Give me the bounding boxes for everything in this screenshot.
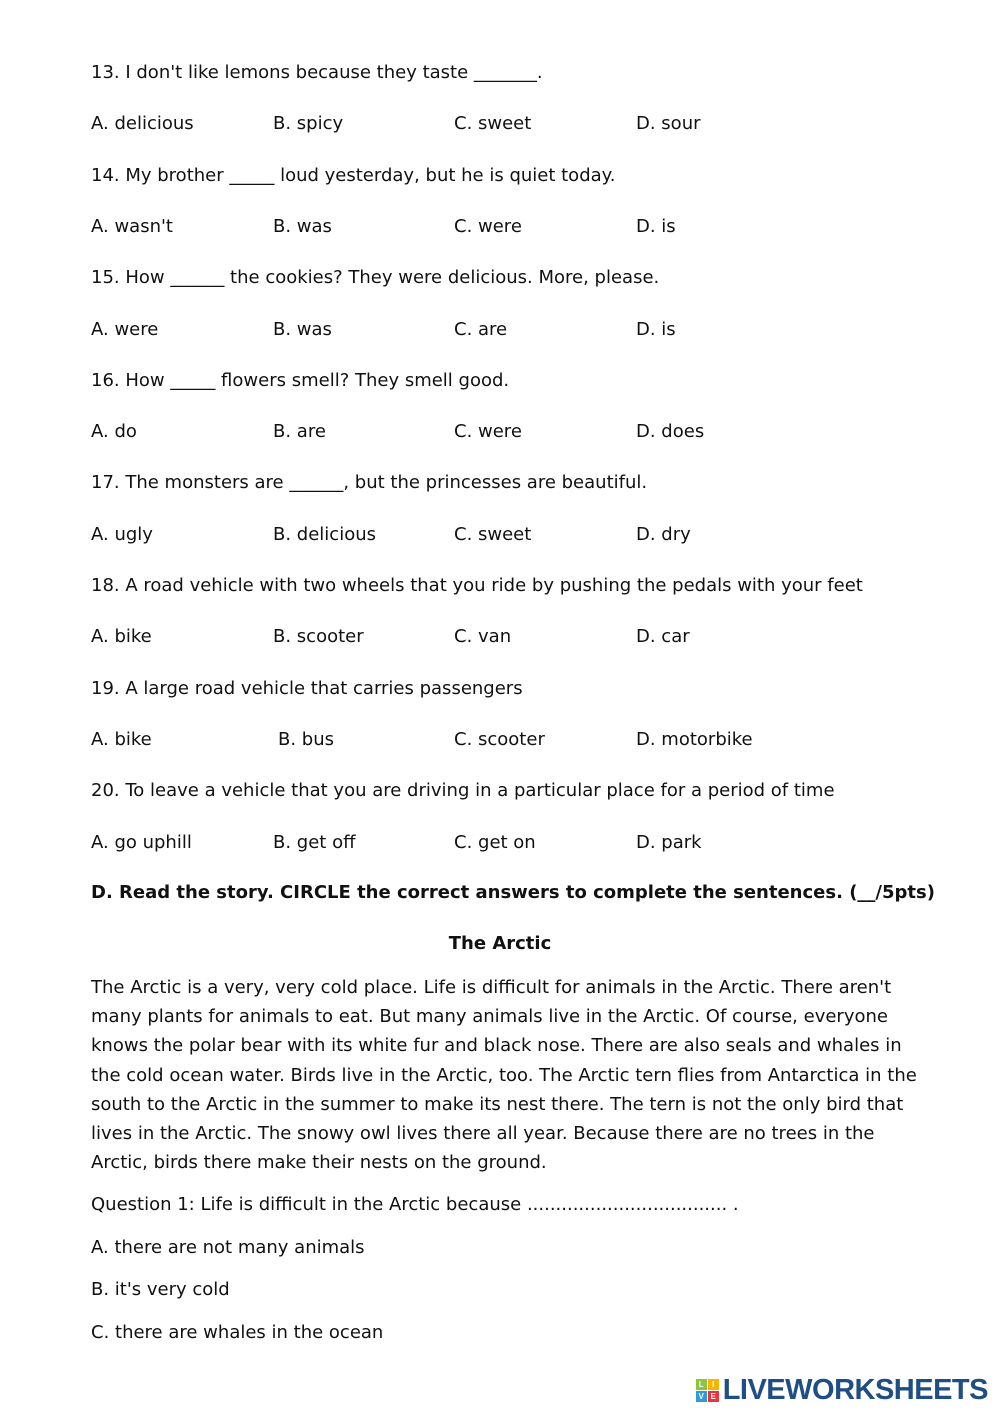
question-text: 19. A large road vehicle that carries passengers [91, 677, 523, 699]
answer-option[interactable]: D. park [636, 831, 702, 853]
answer-option[interactable]: C. there are whales in the ocean [91, 1322, 384, 1343]
answer-option[interactable]: C. get on [454, 831, 536, 853]
answer-option[interactable]: B. scooter [273, 626, 364, 648]
logo-blocks-icon: L I V E [696, 1379, 719, 1402]
question-text: 14. My brother _____ loud yesterday, but he is quiet today. [91, 164, 616, 186]
answer-option[interactable]: D. does [636, 421, 705, 443]
answer-option[interactable]: B. bus [278, 728, 335, 750]
answer-option[interactable]: B. it's very cold [91, 1279, 230, 1300]
answer-option[interactable]: A. go uphill [91, 831, 192, 853]
answer-option[interactable]: A. ugly [91, 523, 153, 545]
answer-option[interactable]: B. was [273, 318, 332, 340]
answer-option[interactable]: D. dry [636, 523, 691, 545]
liveworksheets-logo [696, 1374, 988, 1407]
answer-option[interactable]: C. are [454, 318, 508, 340]
answer-option[interactable]: A. bike [91, 626, 152, 648]
answer-option[interactable]: C. sweet [454, 523, 532, 545]
section-d-heading: D. Read the story. CIRCLE the correct answers to complete the sentences. (__/5pts) [91, 882, 935, 903]
answer-option[interactable]: C. van [454, 626, 512, 648]
question-text: 16. How _____ flowers smell? They smell good. [91, 369, 510, 391]
logo-text: LIVEWORKSHEETS [722, 1374, 988, 1406]
answer-option[interactable]: A. there are not many animals [91, 1237, 365, 1258]
answer-option[interactable]: C. scooter [454, 728, 545, 750]
answer-option[interactable]: B. was [273, 215, 332, 237]
answer-option[interactable]: D. is [636, 318, 676, 340]
question-1: Question 1: Life is difficult in the Arctic because ................................... . [91, 1194, 739, 1215]
answer-option[interactable]: B. get off [273, 831, 356, 853]
answer-option[interactable]: C. were [454, 421, 522, 443]
answer-option[interactable]: D. is [636, 215, 676, 237]
answer-option[interactable]: C. sweet [454, 113, 532, 135]
answer-option[interactable]: D. motorbike [636, 728, 753, 750]
answer-option[interactable]: D. car [636, 626, 690, 648]
answer-option[interactable]: A. delicious [91, 113, 194, 135]
answer-option[interactable]: A. wasn't [91, 215, 173, 237]
question-text: 13. I don't like lemons because they taste _______. [91, 62, 543, 83]
answer-option[interactable]: B. delicious [273, 523, 376, 545]
answer-option[interactable]: B. spicy [273, 113, 344, 135]
question-text: 17. The monsters are ______, but the princesses are beautiful. [91, 472, 648, 494]
question-text: 20. To leave a vehicle that you are driving in a particular place for a period of time [91, 780, 835, 802]
story-text: The Arctic is a very, very cold place. Life is difficult for animals in the Arctic. There aren't many plants for animals to eat. But many animals live in the Arctic. Of course, everyone knows the polar bear with its white fur and black nose. There are also seals and whales in the cold ocean water. Birds live in the Arctic, too. The Arctic tern flies from Antarctica in the south to the Arctic in the summer to make its nest there. The tern is not the only bird that lives in the Arctic. The snowy owl lives there all year. Because there are no trees in the Arctic, birds there make their nests on the ground. [91, 977, 917, 1174]
question-text: 18. A road vehicle with two wheels that you ride by pushing the pedals with your feet [91, 575, 863, 596]
story-title: The Arctic [448, 933, 552, 954]
answer-option[interactable]: C. were [454, 215, 522, 237]
answer-option[interactable]: B. are [273, 421, 326, 443]
answer-option[interactable]: A. were [91, 318, 159, 340]
answer-option[interactable]: D. sour [636, 113, 701, 135]
answer-option[interactable]: A. bike [91, 728, 152, 750]
answer-option[interactable]: A. do [91, 421, 137, 443]
question-text: 15. How ______ the cookies? They were delicious. More, please. [91, 267, 660, 289]
